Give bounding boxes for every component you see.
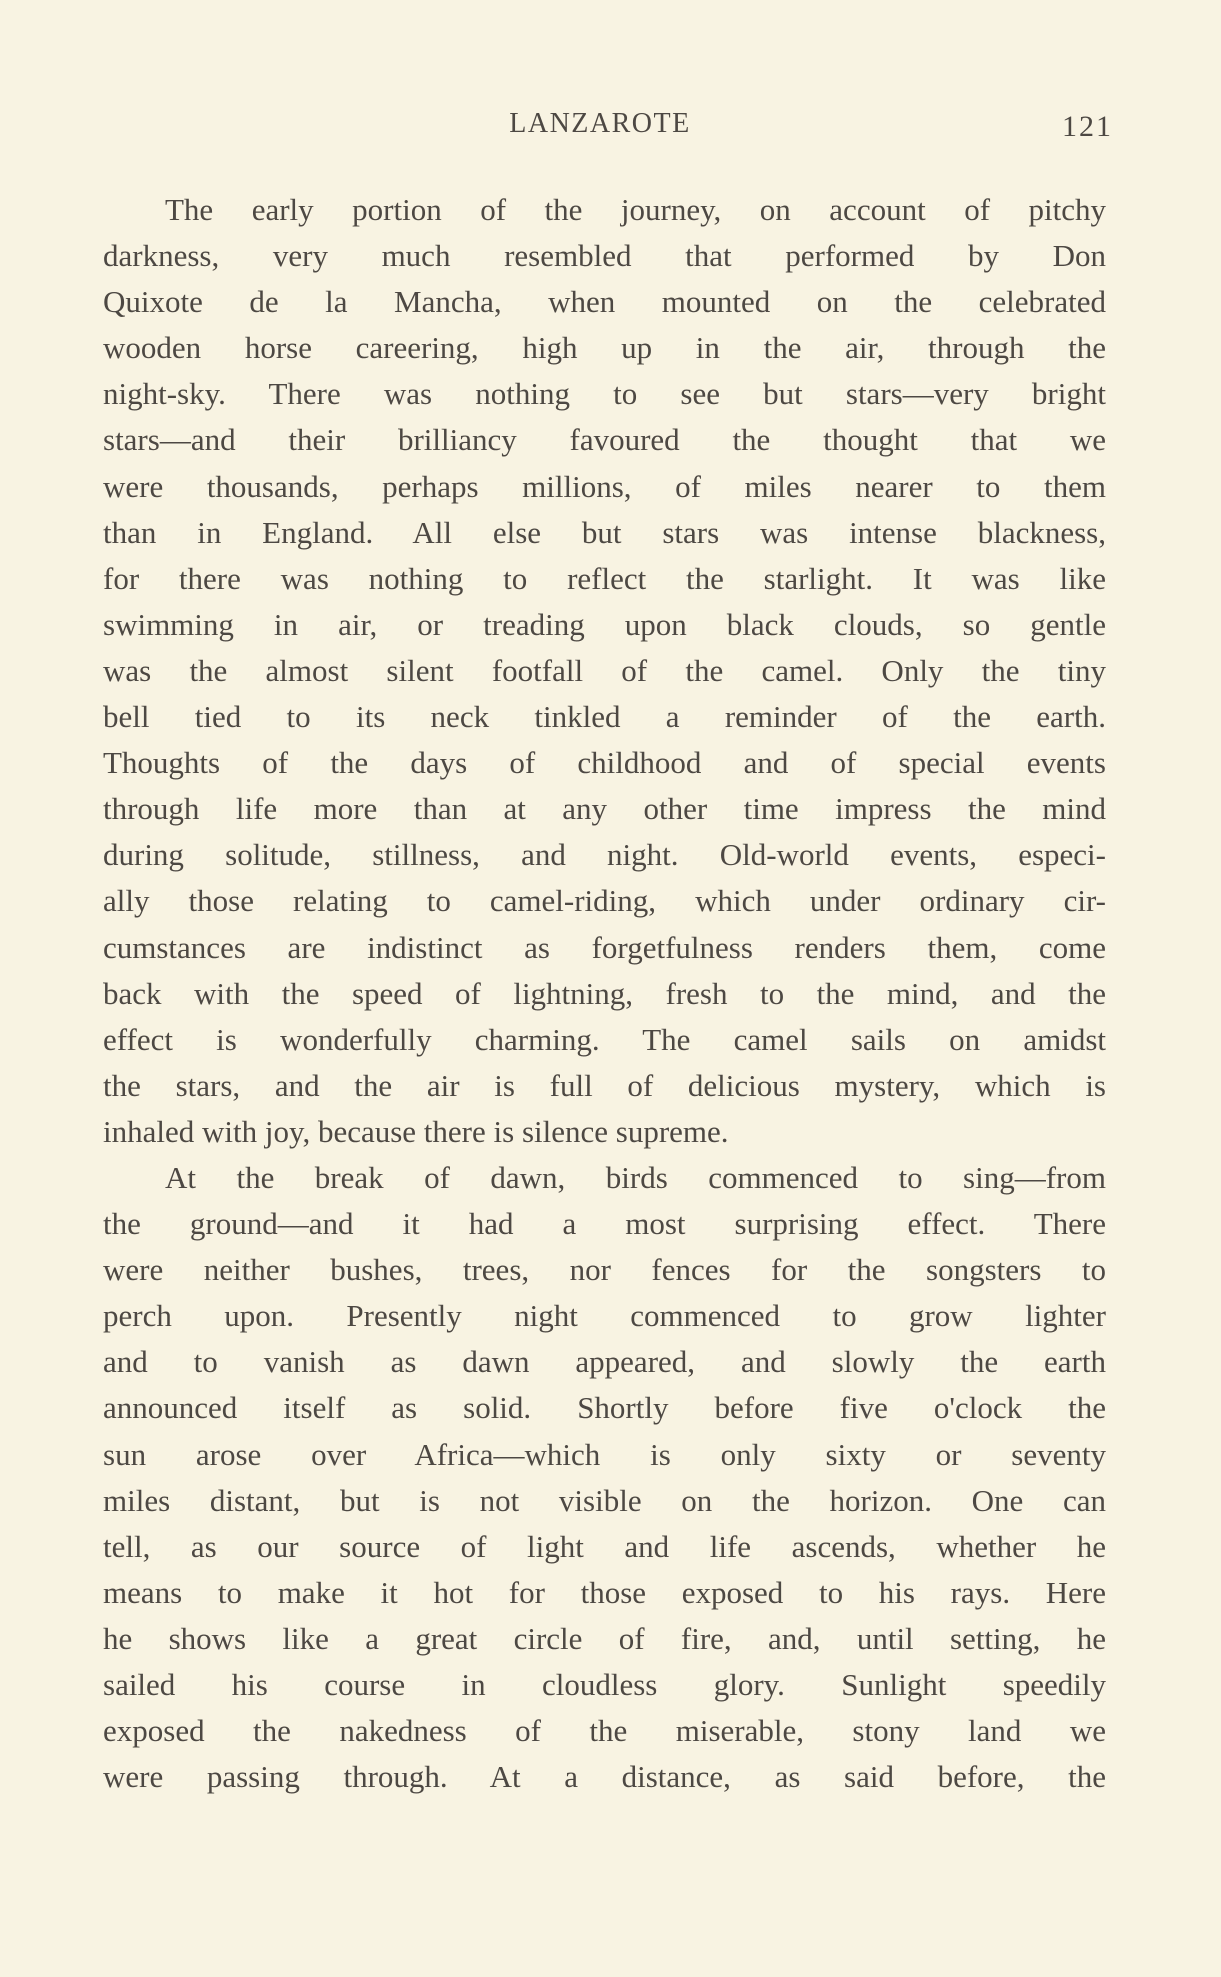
text-line: inhaled with joy, because there is silence supreme. (103, 1113, 729, 1149)
text-line: bell tied to its neck tinkled a reminder of the earth. (103, 699, 1106, 735)
text-line: were thousands, perhaps millions, of miles nearer to them (103, 468, 1106, 504)
text-line: miles distant, but is not visible on the horizon. One can (103, 1482, 1106, 1518)
text-line: was the almost silent footfall of the camel. Only the tiny (103, 652, 1106, 688)
text-line: Thoughts of the days of childhood and of special events (103, 745, 1106, 781)
running-head-title: LANZAROTE (509, 108, 691, 139)
text-line: and to vanish as dawn appeared, and slowly the earth (103, 1344, 1106, 1380)
text-line: exposed the nakedness of the miserable, stony land we (103, 1713, 1106, 1749)
paragraph (103, 187, 1106, 1155)
text-line: stars—and their brilliancy favoured the thought that we (103, 422, 1106, 458)
text-line: cumstances are indistinct as forgetfulness renders them, come (103, 929, 1106, 965)
text-line: ally those relating to camel-riding, which under ordinary cir- (103, 883, 1106, 919)
text-line: sun arose over Africa—which is only sixty or seventy (103, 1436, 1106, 1472)
text-line: tell, as our source of light and life ascends, whether he (103, 1528, 1106, 1564)
text-line: he shows like a great circle of fire, and, until setting, he (103, 1620, 1106, 1656)
text-line: were passing through. At a distance, as said before, the (103, 1759, 1106, 1795)
text-line: wooden horse careering, high up in the air, through the (103, 330, 1106, 366)
text-line: effect is wonderfully charming. The camel sails on amidst (103, 1021, 1106, 1057)
text-line: Quixote de la Mancha, when mounted on the celebrated (103, 284, 1106, 320)
text-line: for there was nothing to reflect the starlight. It was like (103, 560, 1106, 596)
text-line: At the break of dawn, birds commenced to sing—from (165, 1159, 1106, 1195)
text-line: during solitude, stillness, and night. Old-world events, especi- (103, 837, 1106, 873)
text-line: through life more than at any other time impress the mind (103, 791, 1106, 827)
text-line: the stars, and the air is full of delicious mystery, which is (103, 1067, 1106, 1103)
text-line: back with the speed of lightning, fresh to the mind, and the (103, 975, 1106, 1011)
text-line: the ground—and it had a most surprising effect. There (103, 1206, 1106, 1242)
text-line: were neither bushes, trees, nor fences for the songsters to (103, 1252, 1106, 1288)
text-line: night-sky. There was nothing to see but stars—very bright (103, 376, 1106, 412)
body-text (103, 187, 1106, 1800)
text-line: perch upon. Presently night commenced to grow lighter (103, 1298, 1106, 1334)
text-line: darkness, very much resembled that performed by Don (103, 238, 1106, 274)
text-line: means to make it hot for those exposed to his rays. Here (103, 1574, 1106, 1610)
text-line: announced itself as solid. Shortly before five o'clock the (103, 1390, 1106, 1426)
text-line: The early portion of the journey, on account of pitchy (165, 192, 1106, 227)
page-number: 121 (1062, 110, 1113, 143)
text-line: than in England. All else but stars was intense blackness, (103, 514, 1106, 550)
paragraph (103, 1155, 1106, 1800)
running-head (0, 108, 1221, 148)
text-line: swimming in air, or treading upon black clouds, so gentle (103, 606, 1106, 642)
text-line: sailed his course in cloudless glory. Sunlight speedily (103, 1667, 1106, 1702)
